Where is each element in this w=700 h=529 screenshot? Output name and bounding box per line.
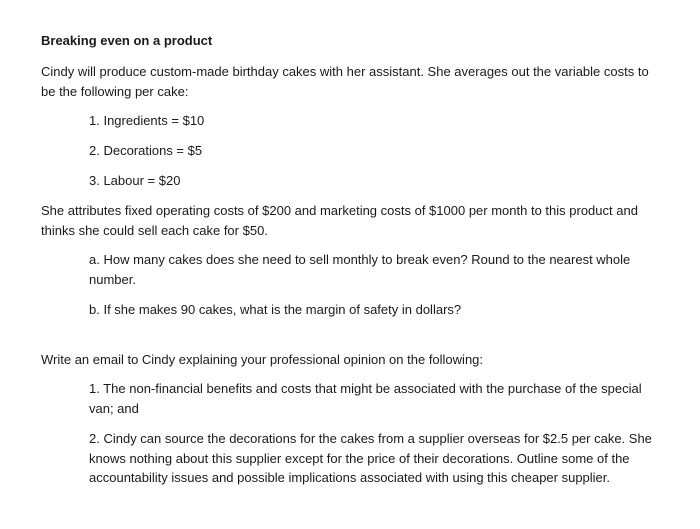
fixed-costs-paragraph: She attributes fixed operating costs of $200 and marketing costs of $1000 per month to this product and thinks she could sell each cake for $50. xyxy=(41,203,638,238)
question-b: b. If she makes 90 cakes, what is the margin of safety in dollars? xyxy=(89,302,462,317)
document-heading: Breaking even on a product xyxy=(41,33,213,48)
cost-item-ingredients: 1. Ingredients = $10 xyxy=(89,113,205,128)
cost-item-labour: 3. Labour = $20 xyxy=(89,173,181,188)
tasks-list xyxy=(41,379,660,488)
spacer xyxy=(41,331,660,350)
questions-list xyxy=(41,250,660,320)
variable-costs-list xyxy=(41,111,660,190)
cost-item-decorations: 2. Decorations = $5 xyxy=(89,143,203,158)
intro-paragraph: Cindy will produce custom-made birthday cakes with her assistant. She averages out the variable costs to be the following per cake: xyxy=(41,64,649,99)
question-a: a. How many cakes does she need to sell monthly to break even? Round to the nearest whole number. xyxy=(89,252,631,287)
email-prompt-paragraph: Write an email to Cindy explaining your professional opinion on the following: xyxy=(41,351,484,367)
task-item-1: 1. The non-financial benefits and costs that might be associated with the purchase of the special van; and xyxy=(89,381,642,416)
task-item-2: 2. Cindy can source the decorations for the cakes from a supplier overseas for $2.5 per cake. She knows nothing about this supplier except for the price of their decorations. Outline some of the accountability issues and possible implications associated with using this cheaper supplier. xyxy=(89,431,652,485)
